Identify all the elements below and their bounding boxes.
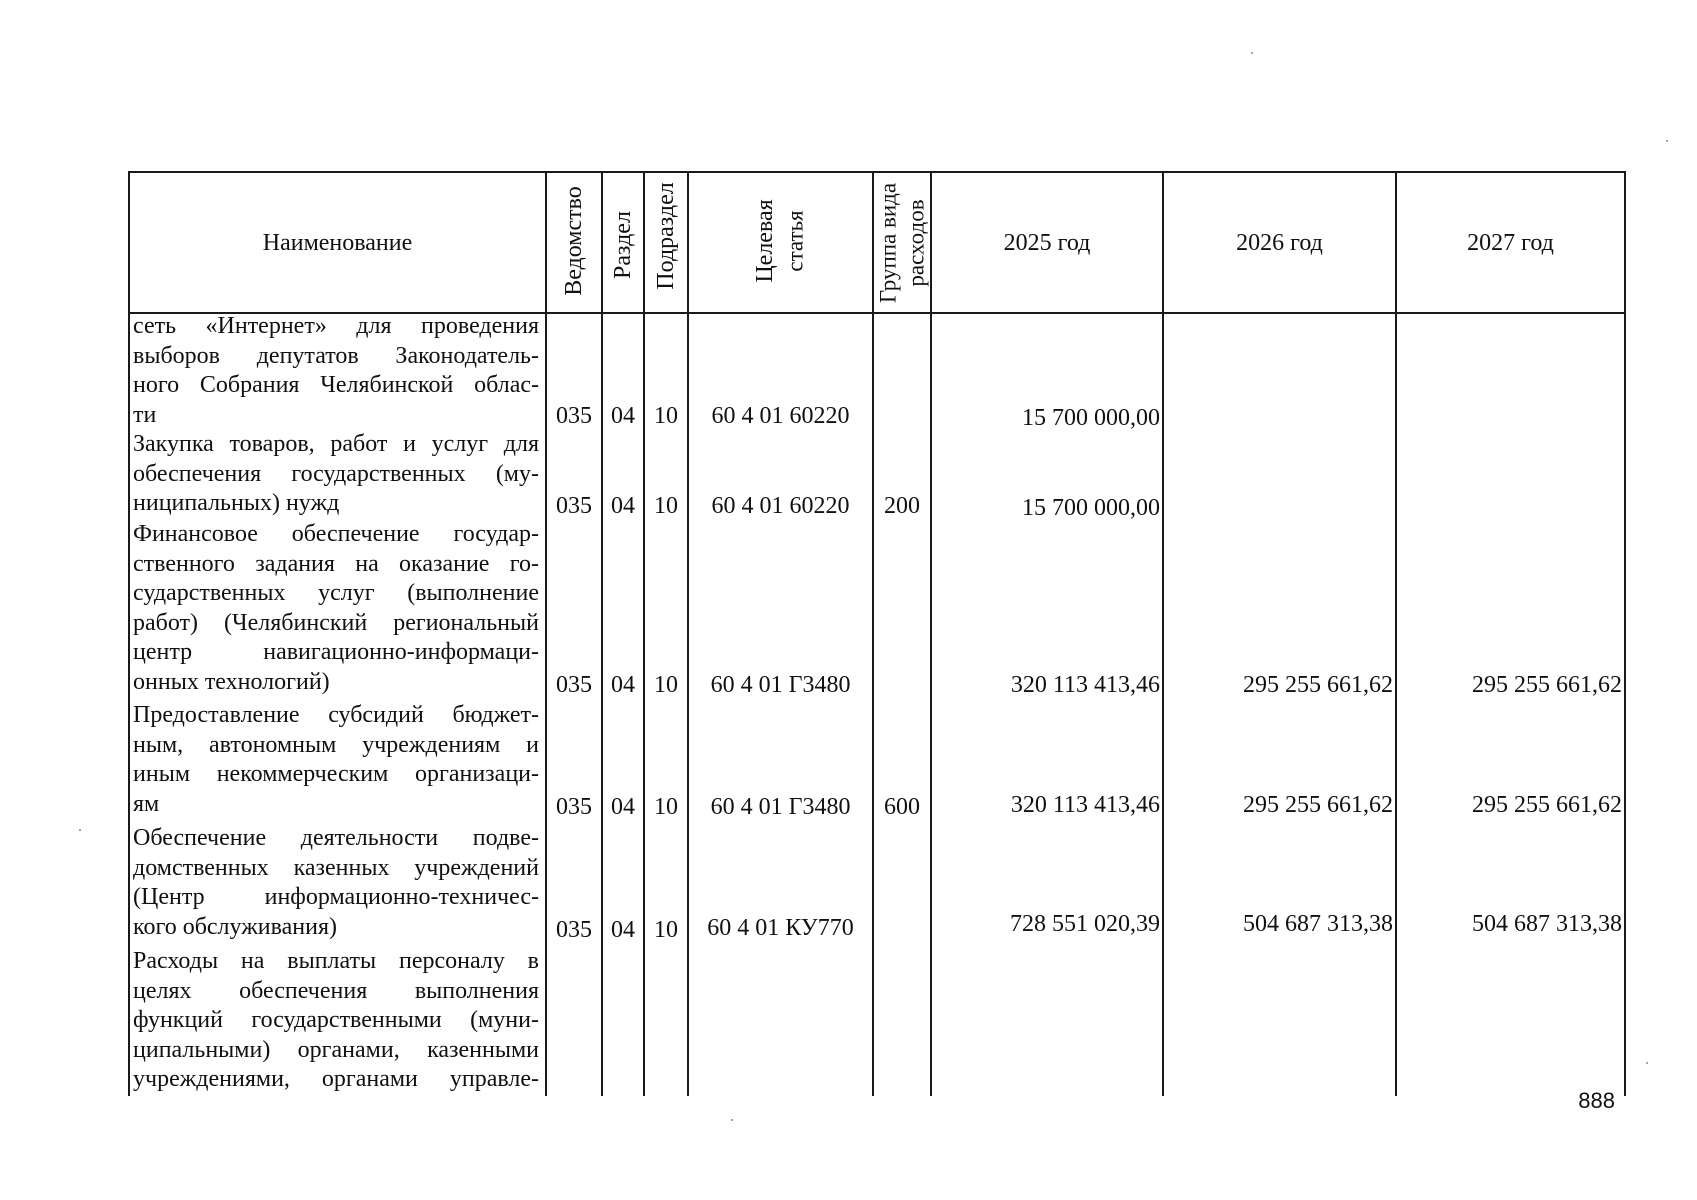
row-name-line: сударственных услуг (выполнение bbox=[133, 580, 539, 606]
header-2025: 2025 год bbox=[1003, 229, 1091, 256]
row-name-line: ти bbox=[133, 401, 157, 428]
row-name-line: выборов депутатов Законодатель- bbox=[133, 342, 539, 369]
row-name-line: функций государственными (муни- bbox=[133, 1007, 539, 1033]
cell-razdel: 04 bbox=[611, 493, 635, 519]
cell-2027: 504 687 313,38 bbox=[1472, 911, 1622, 937]
row-name bbox=[133, 520, 539, 697]
scan-speck bbox=[1666, 140, 1668, 142]
row-name-line: кого обслуживания) bbox=[133, 913, 338, 940]
cell-2027: 295 255 661,62 bbox=[1472, 672, 1622, 698]
column-divider bbox=[601, 171, 603, 1096]
scan-speck bbox=[1251, 52, 1253, 54]
scan-speck bbox=[1646, 1062, 1648, 1064]
cell-target: 60 4 01 КУ770 bbox=[707, 915, 854, 941]
cell-target: 60 4 01 Г3480 bbox=[710, 672, 851, 698]
row-name bbox=[133, 947, 539, 1095]
row-name bbox=[133, 430, 539, 519]
row-name-line: ным, автономным учреждениям и bbox=[133, 731, 539, 758]
row-name-line: Обеспечение деятельности подве- bbox=[133, 825, 539, 851]
row-name-line: иным некоммерческим организаци- bbox=[133, 761, 539, 787]
row-name-line: ниципальных) нужд bbox=[133, 490, 340, 516]
row-name-line: Предоставление субсидий бюджет- bbox=[133, 702, 539, 728]
row-name bbox=[133, 312, 539, 430]
header-group-line2: расходов bbox=[903, 199, 929, 287]
header-target-line1: Целевая bbox=[752, 199, 778, 283]
row-name-line: (Центр информационно-техничес- bbox=[133, 884, 539, 910]
cell-podrazdel: 10 bbox=[654, 403, 678, 429]
cell-2026: 504 687 313,38 bbox=[1243, 911, 1393, 937]
header-2026: 2026 год bbox=[1236, 229, 1323, 256]
row-name-line: Расходы на выплаты персоналу в bbox=[133, 948, 539, 974]
cell-group: 600 bbox=[884, 794, 920, 820]
cell-vedomstvo: 035 bbox=[556, 403, 592, 429]
header-vedomstvo: Ведомство bbox=[561, 186, 587, 296]
cell-2025: 728 551 020,39 bbox=[1010, 911, 1160, 937]
cell-razdel: 04 bbox=[611, 917, 635, 943]
row-name-line: онных технологий) bbox=[133, 668, 330, 695]
row-name-line: Финансовое обеспечение государ- bbox=[133, 521, 539, 547]
row-name-line: домственных казенных учреждений bbox=[133, 854, 539, 881]
row-name-line: ям bbox=[133, 790, 160, 817]
cell-2026: 295 255 661,62 bbox=[1243, 792, 1393, 818]
column-divider bbox=[545, 171, 547, 1096]
row-name-line: обеспечения государственных (му- bbox=[133, 460, 539, 487]
row-name-line: целях обеспечения выполнения bbox=[133, 977, 539, 1004]
column-divider bbox=[687, 171, 689, 1096]
header-razdel: Раздел bbox=[610, 211, 636, 279]
cell-2025: 15 700 000,00 bbox=[1022, 495, 1160, 521]
header-group-line1: Группа вида bbox=[875, 182, 901, 304]
cell-podrazdel: 10 bbox=[654, 493, 678, 519]
row-name-line: ного Собрания Челябинской облас- bbox=[133, 372, 539, 398]
row-name-line: сеть «Интернет» для проведения bbox=[133, 313, 539, 339]
header-target-line2: статья bbox=[782, 210, 808, 272]
cell-2025: 320 113 413,46 bbox=[1010, 672, 1160, 698]
cell-2025: 15 700 000,00 bbox=[1022, 405, 1160, 431]
cell-2026: 295 255 661,62 bbox=[1243, 672, 1393, 698]
row-name-line: Закупка товаров, работ и услуг для bbox=[133, 431, 539, 457]
column-divider bbox=[1624, 171, 1626, 1096]
row-name-line: работ) (Челябинский региональный bbox=[133, 609, 539, 636]
page-number: 888 bbox=[1578, 1088, 1615, 1113]
row-name-line: центр навигационно-информаци- bbox=[133, 639, 539, 665]
cell-group: 200 bbox=[884, 493, 920, 519]
cell-vedomstvo: 035 bbox=[556, 672, 592, 698]
cell-target: 60 4 01 60220 bbox=[711, 403, 850, 429]
header-podrazdel: Подраздел bbox=[653, 182, 679, 290]
cell-vedomstvo: 035 bbox=[556, 794, 592, 820]
row-name-line: ственного задания на оказание го- bbox=[133, 550, 539, 577]
cell-vedomstvo: 035 bbox=[556, 493, 592, 519]
header-2027: 2027 год bbox=[1467, 229, 1554, 256]
cell-target: 60 4 01 Г3480 bbox=[710, 794, 851, 820]
cell-2027: 295 255 661,62 bbox=[1472, 792, 1622, 818]
cell-podrazdel: 10 bbox=[654, 672, 678, 698]
cell-2025: 320 113 413,46 bbox=[1010, 792, 1160, 818]
header-name: Наименование bbox=[262, 229, 413, 256]
cell-razdel: 04 bbox=[611, 672, 635, 698]
column-divider bbox=[872, 171, 874, 1096]
cell-podrazdel: 10 bbox=[654, 794, 678, 820]
row-name bbox=[133, 701, 539, 819]
cell-razdel: 04 bbox=[611, 403, 635, 429]
cell-podrazdel: 10 bbox=[654, 917, 678, 943]
cell-vedomstvo: 035 bbox=[556, 917, 592, 943]
cell-target: 60 4 01 60220 bbox=[711, 493, 850, 519]
column-divider bbox=[643, 171, 645, 1096]
row-name-line: учреждениями, органами управле- bbox=[133, 1066, 539, 1092]
scan-speck bbox=[731, 1119, 733, 1121]
cell-razdel: 04 bbox=[611, 794, 635, 820]
row-name bbox=[133, 824, 539, 942]
scan-speck bbox=[79, 829, 81, 831]
row-name-line: ципальными) органами, казенными bbox=[133, 1036, 539, 1063]
